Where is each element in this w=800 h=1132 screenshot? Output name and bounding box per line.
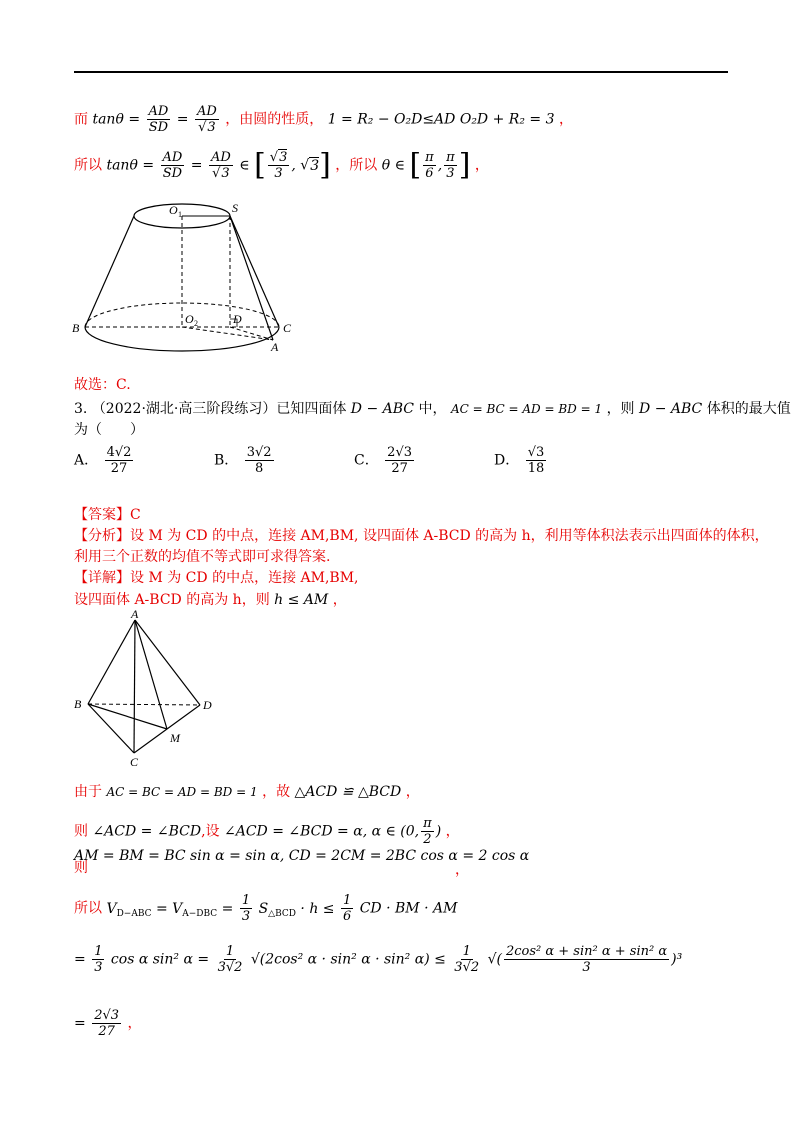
- step-3-expr: AM = BM = BC sin α = sin α, CD = 2CM = 2BC cos α = 2 cos α: [74, 848, 530, 864]
- option-b[interactable]: B． $\frac{3√2}{8}$: [214, 445, 272, 476]
- step-6: = $\frac{2√3}{27}$ ，: [74, 1008, 142, 1039]
- label-S: S: [232, 201, 238, 215]
- step-3-end: ，: [455, 862, 469, 878]
- derivation-line-2: 所以 tanθ = $\frac{AD}{SD}$ = $\frac{AD}{√3}$ ∈ [ $\frac{√3}{3}$ , √3] ，所以 θ ∈ [ $\frac{\pi}{6}$ , $\frac{\pi}{3}$ ] ，: [74, 147, 489, 183]
- label-M2: M: [170, 731, 180, 745]
- text-circle-property: ，由圆的性质，: [225, 111, 324, 128]
- label-B2: B: [74, 697, 82, 711]
- derivation-line-1: 而 tanθ = $\frac{AD}{SD}$ = $\frac{AD}{√3}$ ，由圆的性质， 1 = R₂ − O₂D≤AD O₂D + R₂ = 3 ，: [74, 104, 573, 135]
- detail-line-1: 【详解】设 M 为 CD 的中点，连接 AM,BM,: [74, 570, 359, 586]
- step-4: 所以 $V_{D-ABC} = V_{A-DBC}$ = $\frac{1}{3}$ $S_{\triangle BCD} \cdot h$ ≤ $\frac{1}{6}$ CD · BM · AM: [74, 893, 458, 924]
- label-A: A: [271, 340, 279, 354]
- label-O2: O: [185, 312, 194, 326]
- label-D: D: [233, 312, 242, 326]
- answer-line: 【答案】C: [74, 507, 141, 523]
- problem-3-line-1: 3. （2022·湖北·高三阶段练习）已知四面体 D − ABC 中， AC = BC = AD = BD = 1 ，则 D − ABC 体积的最大值: [74, 401, 791, 417]
- label-O1: O: [169, 203, 178, 217]
- radius-expression: 1 = R₂ − O₂D≤AD O₂D + R₂ = 3: [327, 111, 555, 128]
- header-rule: [74, 71, 728, 73]
- frustum-figure: [70, 196, 310, 356]
- label-A2: A: [131, 608, 139, 621]
- step-1: 由于 AC = BC = AD = BD = 1 ，故 △ACD ≌ △BCD ，: [74, 784, 420, 800]
- label-B: B: [72, 321, 80, 335]
- label-C: C: [283, 321, 292, 335]
- svg-text:2: 2: [194, 319, 198, 328]
- text-er: 而: [74, 111, 88, 128]
- step-5: = $\frac{1}{3}$ cos α sin² α = $\frac{1}{3√2}$ √(2cos² α · sin² α · sin² α) ≤ $\frac{1}{3√2}$ √( $\frac{\text{2cos² α + sin² α + sin² α}}{3}$ )³: [74, 944, 683, 975]
- detail-line-2: 设四面体 A-BCD 的高为 h，则 h ≤ AM ，: [74, 592, 347, 608]
- answer-previous: 故选：C.: [74, 377, 131, 393]
- option-c[interactable]: C． $\frac{2√3}{27}$: [354, 445, 412, 476]
- problem-3-line-2: 为（ ）: [74, 422, 144, 438]
- label-D2: D: [203, 698, 212, 712]
- option-a[interactable]: A． $\frac{4√2}{27}$: [74, 445, 132, 476]
- svg-text:1: 1: [178, 210, 182, 219]
- tetrahedron-figure: [70, 608, 230, 768]
- step-3-prefix: 则: [74, 860, 88, 876]
- analysis-line-1: 【分析】设 M 为 CD 的中点，连接 AM,BM, 设四面体 A-BCD 的高为 h，利用等体积法表示出四面体的体积，: [74, 528, 769, 544]
- text-suoyi: 所以: [74, 157, 102, 174]
- option-d[interactable]: D． $\frac{√3}{18}$: [494, 445, 545, 476]
- analysis-line-2: 利用三个正数的均值不等式即可求得答案.: [74, 549, 331, 565]
- label-C2: C: [130, 755, 139, 768]
- step-2: 则 ∠ACD = ∠BCD,设 ∠ACD = ∠BCD = α, α ∈ (0, $\frac{\pi}{2}$ ) ，: [74, 816, 460, 847]
